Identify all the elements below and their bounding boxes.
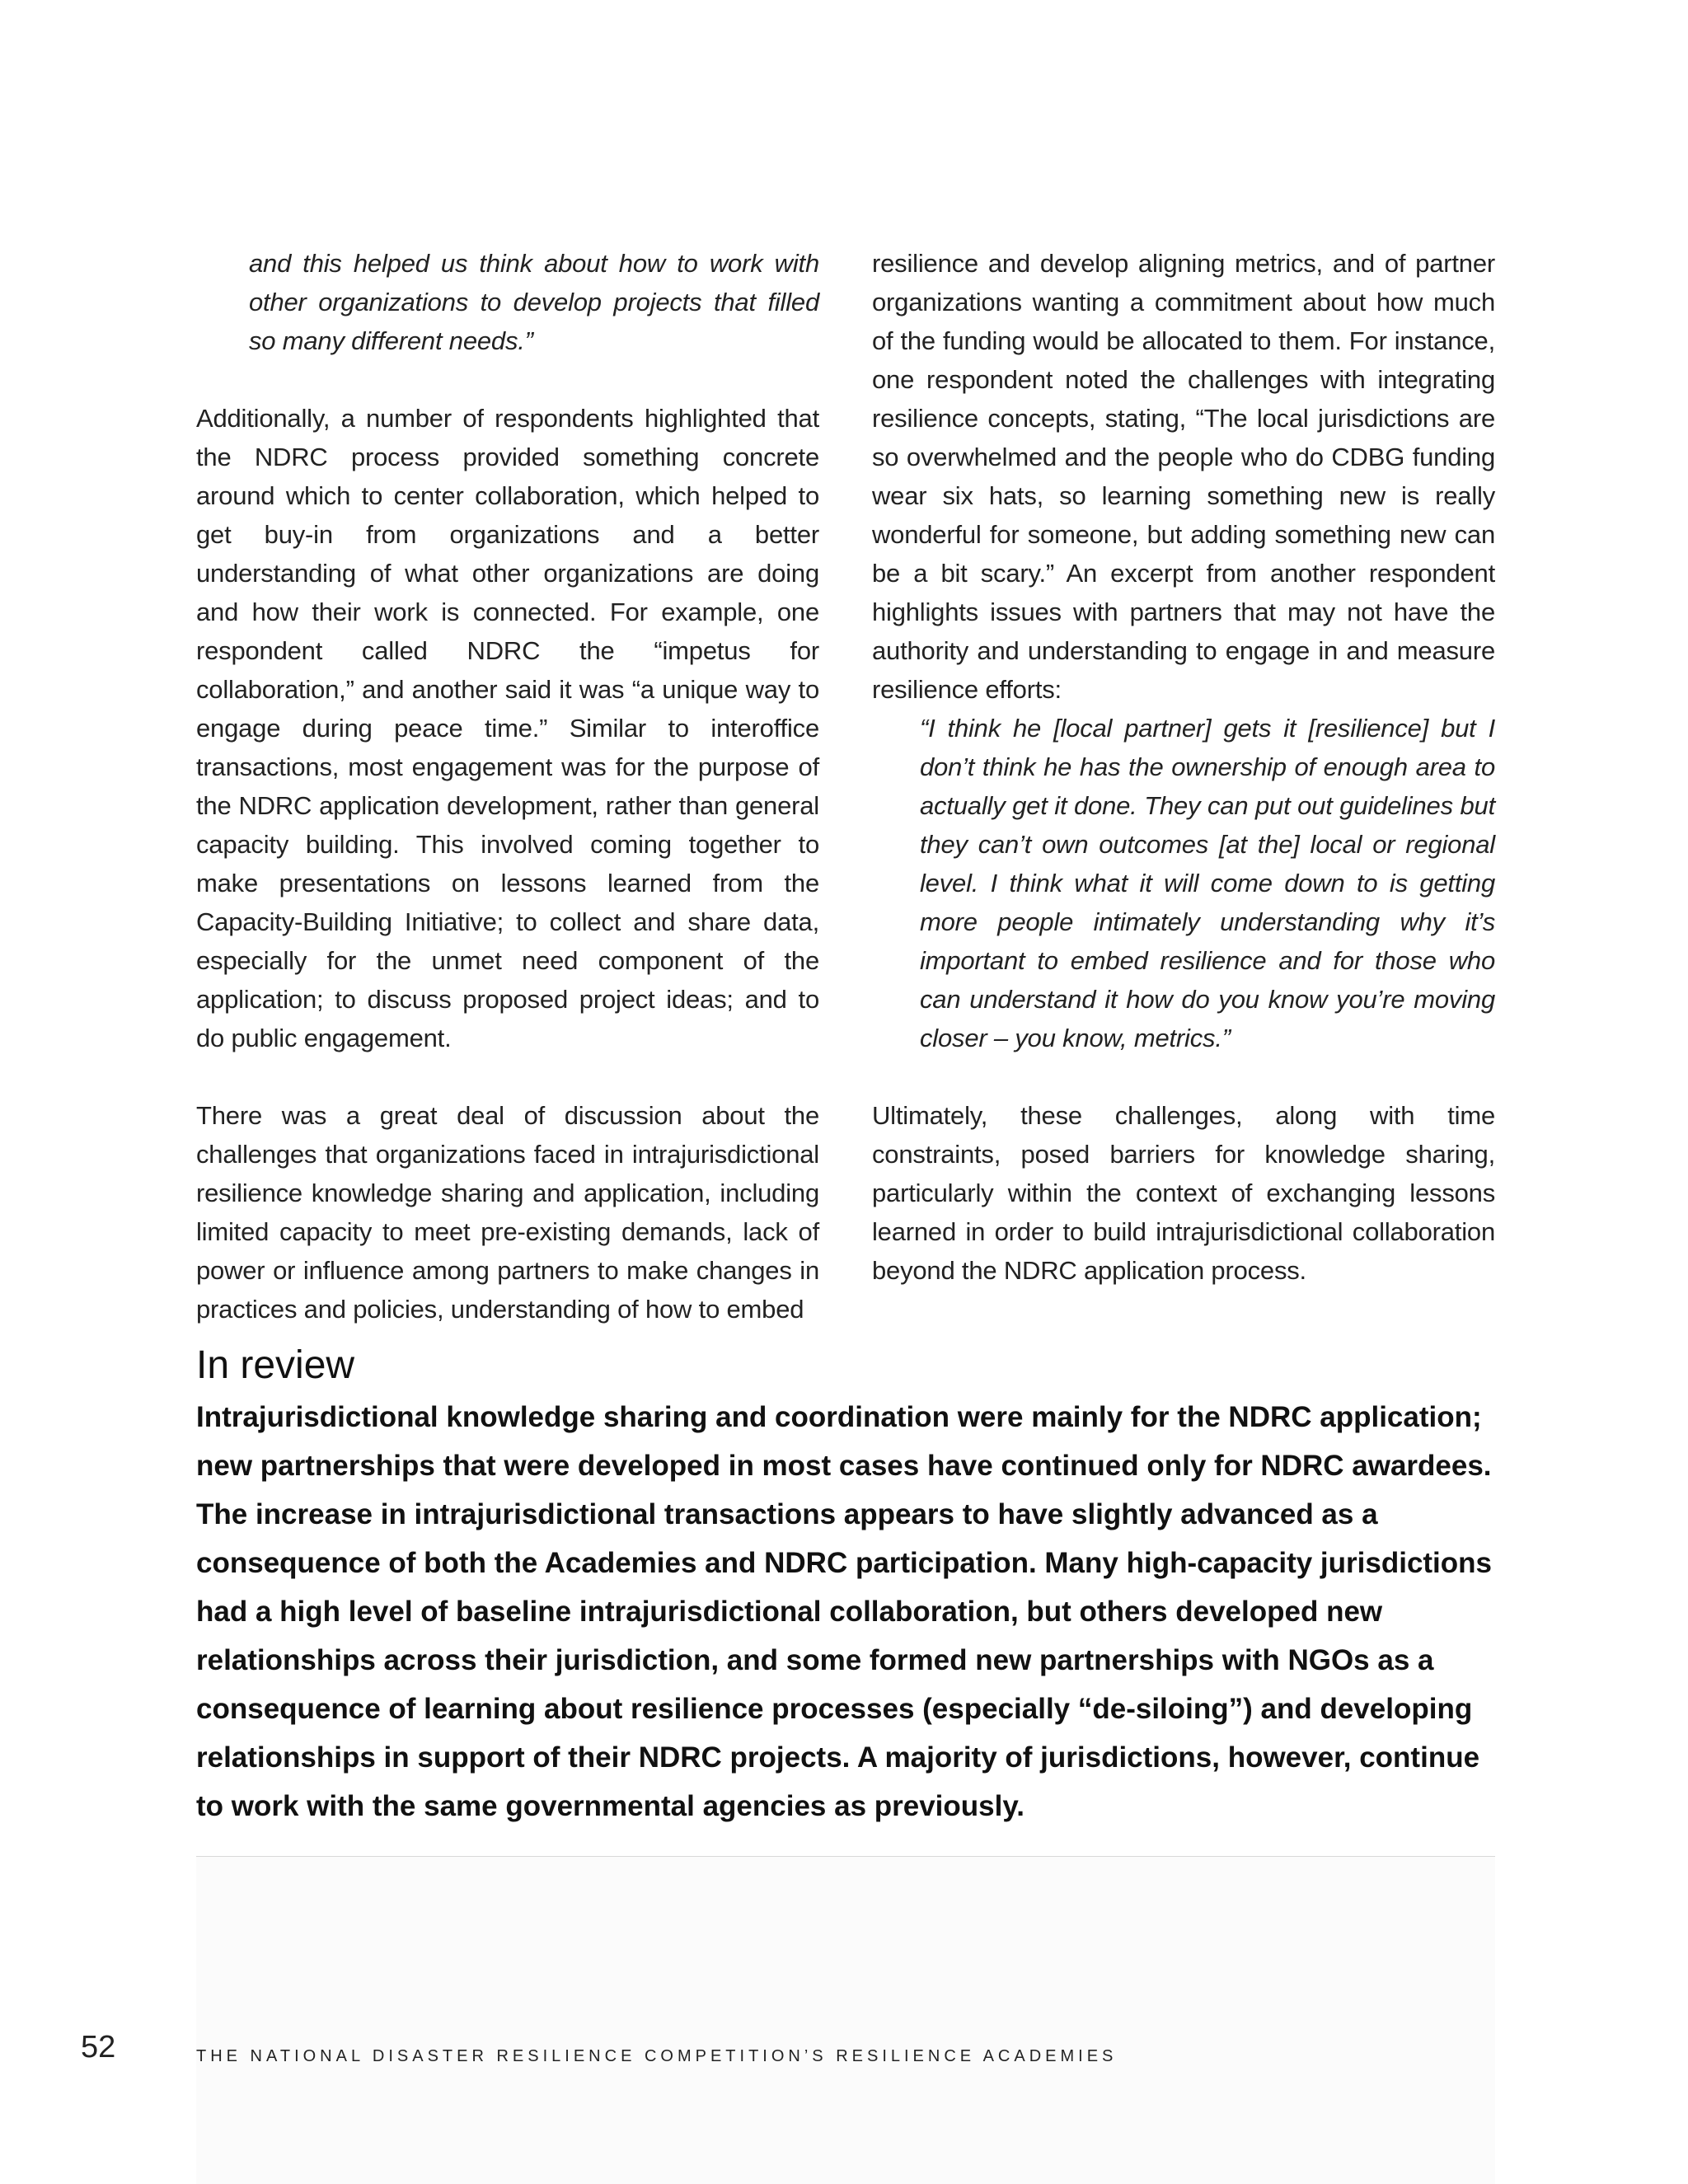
in-review-section [196,1338,1495,1830]
in-review-summary: Intrajurisdictional knowledge sharing and coordination were mainly for the NDRC application; new partnerships that were developed in most cases have continued only for NDRC awardees. The increase in intrajurisdictional transactions appears to have slightly advanced as a consequence of both the Academies and NDRC participation. Many high-capacity jurisdictions had a high level of baseline intrajurisdictional collaboration, but others developed new relationships across their jurisdiction, and some formed new partnerships with NGOs as a consequence of learning about resilience processes (especially “de-siloing”) and developing relationships in support of their NDRC projects. A majority of jurisdictions, however, continue to work with the same governmental agencies as previously. [196,1401,1493,1822]
footer-shaded-area [196,1857,1495,2184]
page-number: 52 [81,2030,116,2064]
two-column-body [196,244,1495,1329]
right-column [872,244,1495,1329]
running-title: THE NATIONAL DISASTER RESILIENCE COMPETITION’S RESILIENCE ACADEMIES [196,2047,1118,2065]
left-quote-continuation: and this helped us think about how to work with other organizations to develop projects that filled so many different needs.” [249,249,819,355]
right-block-quote: “I think he [local partner] gets it [resilience] but I don’t think he has the ownership of enough area to actually get it done. They can put out guidelines but they can’t own outcomes [at the] local or regional level. I think what it will come down to is getting more people intimately understanding why it’s important to embed resilience and for those who can understand it how do you know you’re moving closer – you know, metrics.” [920,714,1495,1052]
in-review-heading: In review [196,1343,355,1387]
left-paragraph-2: There was a great deal of discussion about the challenges that organizations faced in intrajurisdictional resilience knowledge sharing and application, including limited capacity to meet pre-existing demands, lack of power or influence among partners to make changes in practices and policies, understanding of how to embed [196,1101,819,1324]
right-paragraph-2: Ultimately, these challenges, along with time constraints, posed barriers for knowledge sharing, particularly within the context of exchanging lessons learned in order to build intrajurisdictional collaboration beyond the NDRC application process. [872,1101,1495,1285]
left-column [196,244,819,1329]
right-paragraph-1: resilience and develop aligning metrics, and of partner organizations wanting a commitment about how much of the funding would be allocated to them. For instance, one respondent noted the challenges with integrating resilience concepts, stating, “The local jurisdictions are so overwhelmed and the people who do CDBG funding wear six hats, so learning something new is really wonderful for someone, but adding something new can be a bit scary.” An excerpt from another respondent highlights issues with partners that may not have the authority and understanding to engage in and measure resilience efforts: [872,249,1495,704]
left-paragraph-1: Additionally, a number of respondents highlighted that the NDRC process provided something concrete around which to center collaboration, which helped to get buy-in from organizations and a better understanding of what other organizations are doing and how their work is connected. For example, one respondent called NDRC the “impetus for collaboration,” and another said it was “a unique way to engage during peace time.” Similar to interoffice transactions, most engagement was for the purpose of the NDRC application development, rather than general capacity building. This involved coming together to make presentations on lessons learned from the Capacity-Building Initiative; to collect and share data, especially for the unmet need component of the application; to discuss proposed project ideas; and to do public engagement. [196,404,819,1052]
